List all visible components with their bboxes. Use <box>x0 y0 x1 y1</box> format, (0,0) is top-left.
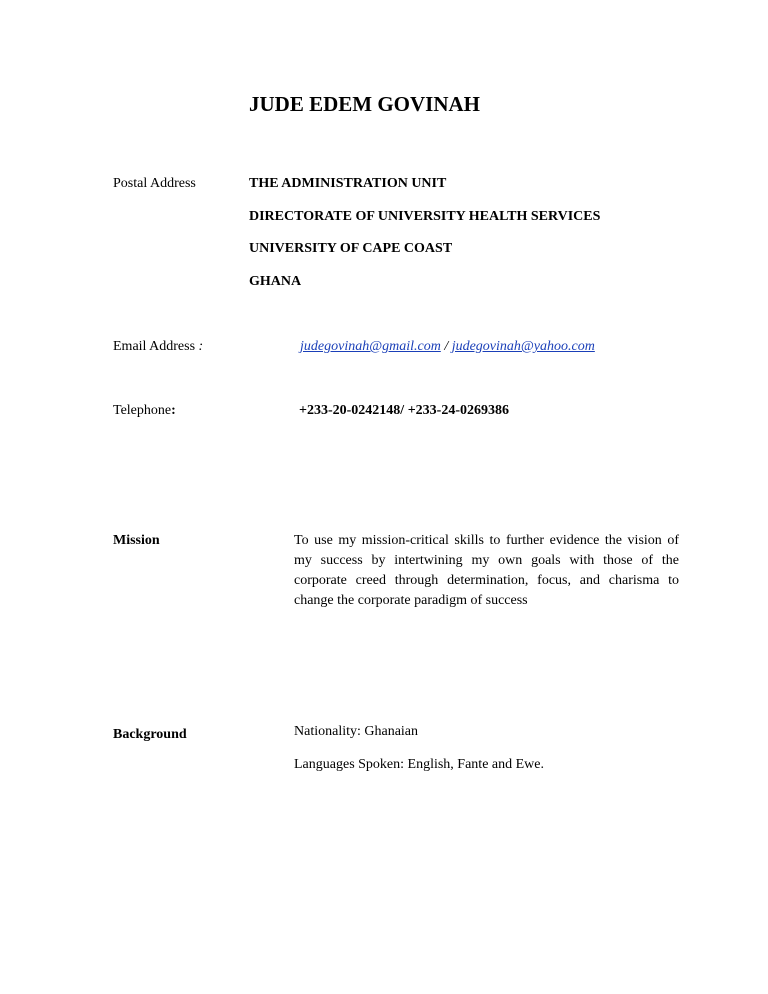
email-link-yahoo[interactable]: judegovinah@yahoo.com <box>451 339 595 354</box>
email-separator: / <box>444 339 449 354</box>
postal-address-line-1: THE ADMINISTRATION UNIT <box>249 176 447 191</box>
telephone-value: +233-20-0242148/ +233-24-0269386 <box>299 403 509 418</box>
languages-text: Languages Spoken: English, Fante and Ewe. <box>294 757 545 772</box>
telephone-label-colon: : <box>171 403 176 418</box>
email-label-colon: : <box>198 339 204 354</box>
postal-address-line-4: GHANA <box>249 274 302 289</box>
email-address-label <box>113 339 203 355</box>
postal-address-line-3: UNIVERSITY OF CAPE COAST <box>249 241 453 256</box>
nationality-text: Nationality: Ghanaian <box>294 724 419 739</box>
mission-text: To use my mission-critical skills to further evidence the vision of my success by intertwining my own goals with those of the corporate creed through determination, focus, and charisma to change the corporate paradigm of success <box>294 533 679 608</box>
page-title: JUDE EDEM GOVINAH <box>249 92 481 116</box>
email-label-text: Email Address <box>113 339 196 354</box>
telephone-label <box>113 403 176 419</box>
email-link-gmail[interactable]: judegovinah@gmail.com <box>300 339 441 354</box>
telephone-label-text: Telephone <box>113 403 172 418</box>
mission-label: Mission <box>113 533 160 548</box>
postal-address-line-2: DIRECTORATE OF UNIVERSITY HEALTH SERVICES <box>249 209 601 224</box>
email-values <box>300 339 595 355</box>
background-label: Background <box>113 727 187 742</box>
postal-address-label: Postal Address <box>113 176 196 191</box>
